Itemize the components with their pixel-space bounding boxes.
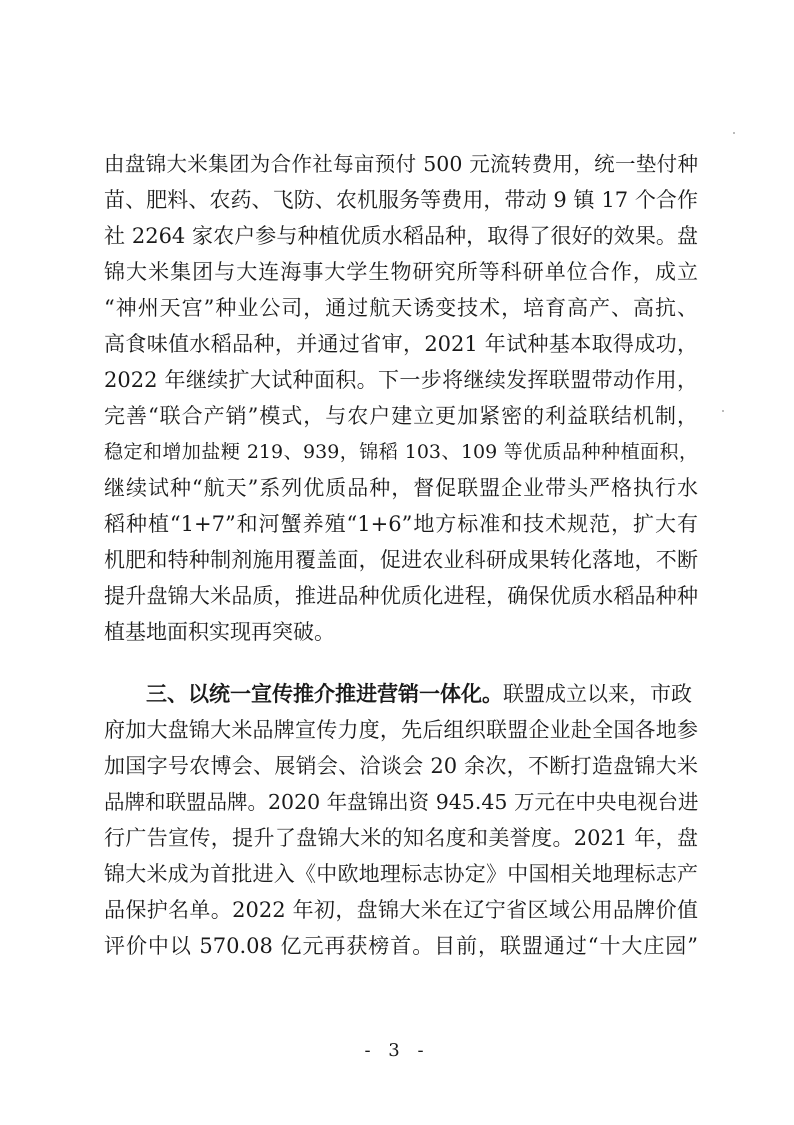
- text-line: 机肥和特种制剂施用覆盖面，促进农业科研成果转化落地，不断: [104, 548, 698, 572]
- text-line: 高食味值水稻品种，并通过省审，2021 年试种基本取得成功，: [104, 332, 698, 356]
- section-heading: 三、以统一宣传推介推进营销一体化。: [146, 682, 503, 706]
- text-line: 社 2264 家农户参与种植优质水稻品种，取得了很好的效果。盘: [104, 224, 698, 248]
- text-line: 行广告宣传，提升了盘锦大米的知名度和美誉度。2021 年，盘: [104, 826, 698, 850]
- text-line: 2022 年继续扩大试种面积。下一步将继续发挥联盟带动作用，: [104, 368, 698, 392]
- text-line: 提升盘锦大米品质，推进品种优质化进程，确保优质水稻品种种: [104, 584, 698, 608]
- section-first-line-text: 联盟成立以来，市政: [503, 682, 692, 706]
- text-line: “神州天宫”种业公司，通过航天诱变技术，培育高产、高抗、: [104, 296, 698, 320]
- text-line: 苗、肥料、农药、飞防、农机服务等费用，带动 9 镇 17 个合作: [104, 188, 698, 212]
- text-line: 稳定和增加盐粳 219、939，锦稻 103、109 等优质品种种植面积，: [104, 441, 698, 463]
- text-line: 府加大盘锦大米品牌宣传力度，先后组织联盟企业赴全国各地参: [104, 718, 698, 742]
- text-line: 锦大米集团与大连海事大学生物研究所等科研单位合作，成立: [104, 260, 698, 284]
- text-line: 加国字号农博会、展销会、洽谈会 20 余次，不断打造盘锦大米: [104, 754, 698, 778]
- text-line: 品保护名单。2022 年初，盘锦大米在辽宁省区域公用品牌价值: [104, 898, 698, 922]
- text-line: 植基地面积实现再突破。: [104, 620, 335, 644]
- scan-speck: [722, 410, 724, 412]
- text-line: 稻种植“1+7”和河蟹养殖“1+6”地方标准和技术规范，扩大有: [104, 512, 698, 536]
- text-line: 完善“联合产销”模式，与农户建立更加紧密的利益联结机制，: [104, 404, 698, 428]
- text-line: 评价中以 570.08 亿元再获榜首。目前，联盟通过“十大庄园”: [104, 934, 698, 958]
- paragraph-1: [104, 146, 698, 650]
- scan-speck: [733, 132, 735, 134]
- text-line: 继续试种“航天”系列优质品种，督促联盟企业带头严格执行水: [104, 476, 698, 500]
- paragraph-2: [104, 676, 698, 964]
- text-line: 由盘锦大米集团为合作社每亩预付 500 元流转费用，统一垫付种: [104, 152, 698, 176]
- page-number: - 3 -: [364, 1040, 430, 1061]
- text-line: 品牌和联盟品牌。2020 年盘锦出资 945.45 万元在中央电视台进: [104, 790, 699, 814]
- section-first-line: [104, 676, 698, 712]
- text-line: 锦大米成为首批进入《中欧地理标志协定》中国相关地理标志产: [104, 862, 698, 886]
